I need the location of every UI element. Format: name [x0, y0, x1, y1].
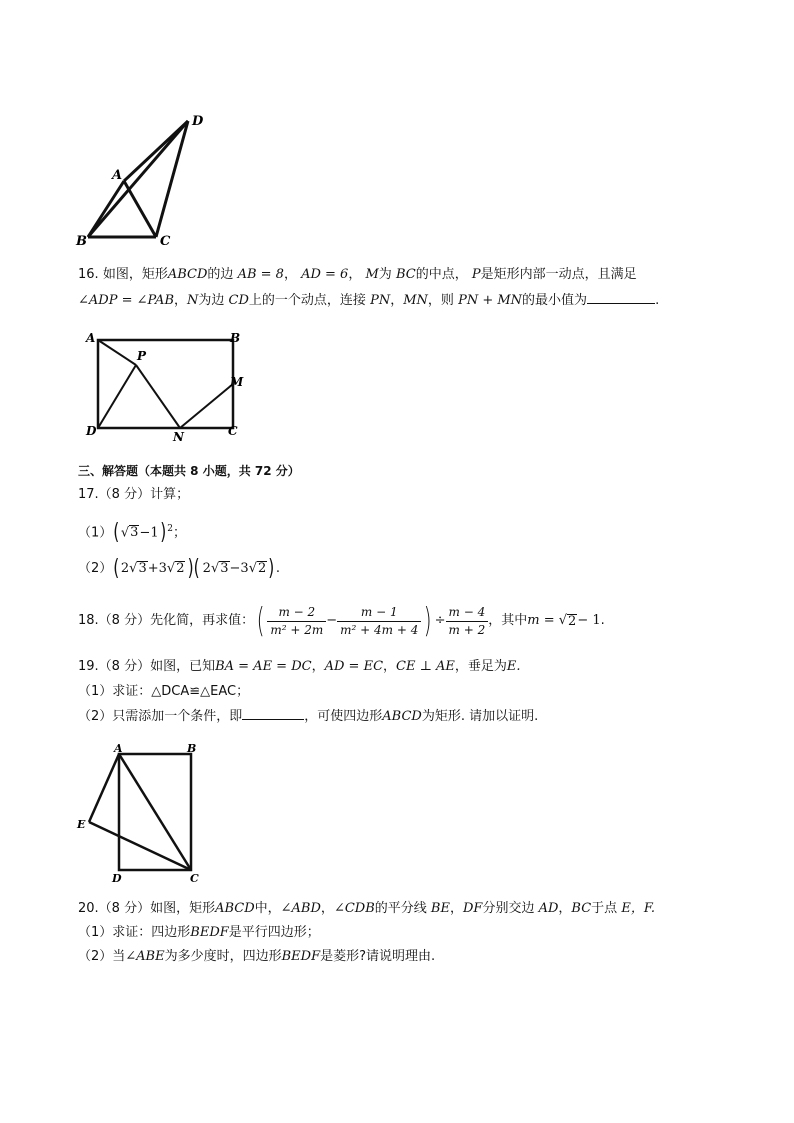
figure-q16 — [80, 325, 260, 445]
label-d: D — [86, 424, 97, 438]
label-c: C — [160, 234, 171, 249]
label-a: A — [86, 331, 96, 345]
label-e: E — [77, 818, 86, 831]
label-n: N — [173, 430, 184, 444]
label-a: A — [114, 742, 123, 755]
label-d: D — [112, 872, 122, 885]
label-b: B — [230, 331, 241, 345]
label-p: P — [137, 349, 147, 363]
q20-part2: （2）当∠ABE为多少度时，四边形BEDF是菱形?请说明理由. — [78, 949, 436, 964]
segment-ap — [98, 340, 136, 365]
segment-dp — [98, 365, 136, 428]
q16-line1: 16. 如图，矩形ABCD的边 AB = 8， AD = 6， M为 BC的中点， P是矩形内部一动点，且满足 — [78, 267, 637, 282]
label-c: C — [190, 872, 199, 885]
q20-head: 20.（8 分）如图，矩形ABCD中，∠ABD，∠CDB的平分线 BE，DF分别交边 AD，BC于点 E，F. — [78, 901, 655, 916]
figure-q19 — [72, 740, 212, 885]
segment-pn — [136, 365, 180, 428]
q19-head: 19.（8 分）如图，已知BA = AE = DC，AD = EC，CE ⊥ AE，垂足为E. — [78, 659, 521, 674]
segment-ae — [89, 754, 119, 822]
q19-answer-blank[interactable] — [242, 707, 304, 720]
fraction-1: $\frac{m - 2}{\text{m² + 2m}}$ — [267, 604, 326, 639]
figure-q15 — [70, 95, 220, 255]
segment-mn — [180, 384, 233, 428]
q16-line2: ∠ADP = ∠PAB，N为边 CD上的一个动点，连接 PN，MN，则 PN + MN的最小值为 . — [78, 293, 660, 308]
label-b: B — [76, 234, 87, 249]
q17-part1: $(1)(√3-1)^2$； — [78, 519, 186, 545]
label-b: B — [187, 742, 197, 755]
label-c: C — [228, 424, 238, 438]
label-m: M — [230, 375, 244, 389]
q18: 18.（8 分）先化简，再求值：( $\frac{m - 2}{\text{m² + 2m}}$ − $\frac{m - 1}{\text{m² + 4m + 4}}$ ) ÷ $\frac{m - 4}{m + 2}$ ，其中m = √2− 1. — [78, 601, 605, 641]
fraction-3: $\frac{m - 4}{m + 2}$ — [446, 604, 489, 639]
q17-part2: （2）(2√3+3√2 )( 2√3−3√2 ). — [78, 555, 280, 581]
q19-part2: （2）只需添加一个条件，即 ，可使四边形ABCD为矩形. 请加以证明. — [78, 709, 539, 724]
q17-head: 17.（8 分）计算； — [78, 487, 190, 502]
q20-part1: （1）求证：四边形BEDF是平行四边形； — [78, 925, 320, 940]
q19-part1: （1）求证：△DCA≌△EAC； — [78, 684, 250, 699]
section-title: 三、解答题（本题共 8 小题，共 72 分） — [78, 464, 300, 478]
q16-answer-blank[interactable] — [587, 291, 655, 304]
label-d: D — [192, 114, 204, 129]
fraction-2: $\frac{m - 1}{\text{m² + 4m + 4}}$ — [337, 604, 421, 639]
label-a: A — [112, 168, 123, 183]
